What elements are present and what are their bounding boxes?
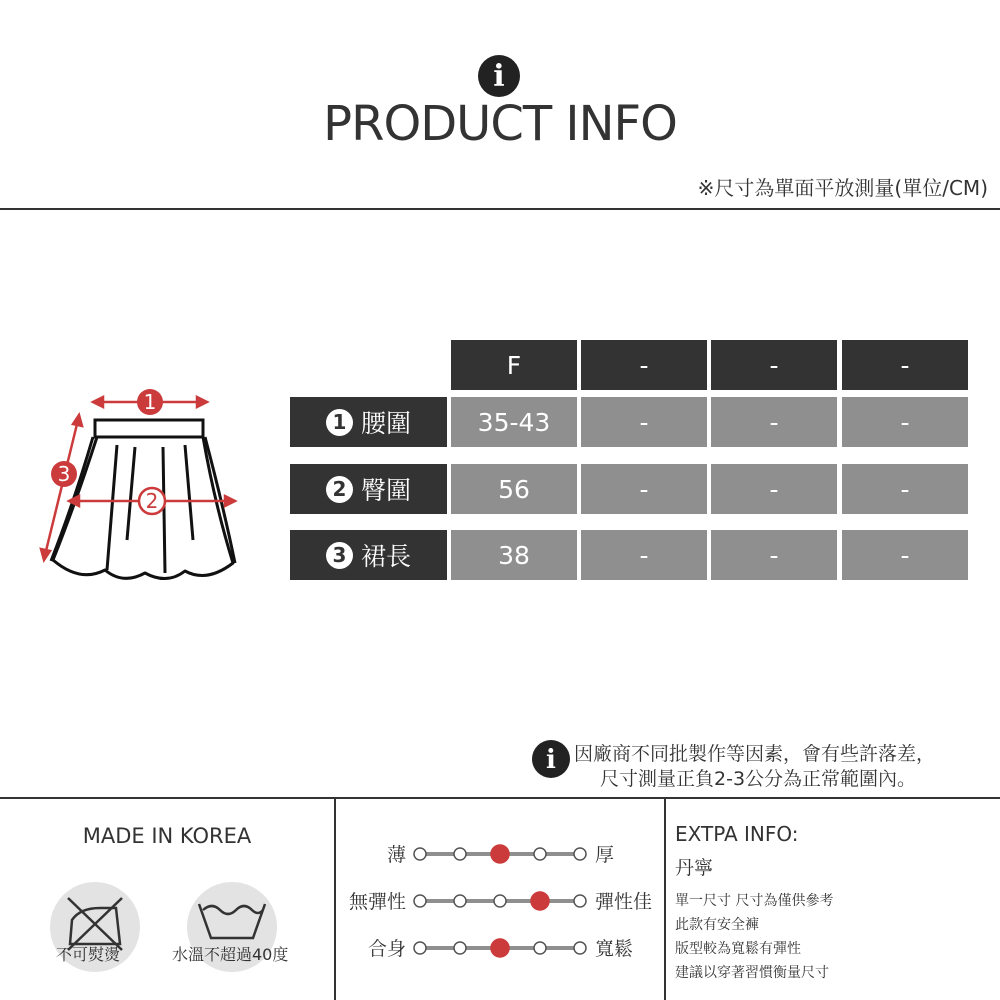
scale-left-no-stretch: 無彈性	[348, 891, 406, 913]
table-cell: -	[842, 530, 968, 580]
table-cell: -	[711, 464, 837, 514]
scale-step	[574, 848, 586, 860]
table-cell: -	[842, 397, 968, 447]
scale-step	[414, 895, 426, 907]
row-label-length	[290, 530, 447, 580]
row-label-hip	[290, 464, 447, 514]
svg-text:2: 2	[145, 489, 159, 513]
extra-info-line: 版型較為寬鬆有彈性	[675, 941, 801, 957]
waistband	[95, 420, 203, 437]
scale-marker-active	[491, 939, 509, 957]
scale-right-stretchy: 彈性佳	[595, 891, 653, 913]
skirt-diagram	[35, 375, 250, 590]
scale-right-loose: 寬鬆	[595, 938, 634, 960]
scale-step	[574, 942, 586, 954]
row-label-text: 臀圍	[360, 476, 411, 505]
row-label-text: 腰圍	[360, 409, 411, 438]
row-number: 1	[326, 409, 353, 436]
disclaimer-line-1: 因廠商不同批製作等因素，會有些許落差，	[574, 743, 936, 765]
extra-info-material: 丹寧	[675, 857, 714, 879]
table-cell: -	[842, 464, 968, 514]
scale-step	[414, 848, 426, 860]
row-number: 3	[326, 542, 353, 569]
row-label-text: 裙長	[360, 542, 411, 571]
scale-step	[454, 895, 466, 907]
table-cell: -	[711, 397, 837, 447]
scale-left-fitted: 合身	[367, 938, 406, 960]
row-number: 2	[326, 476, 353, 503]
row-label-waist	[290, 397, 447, 447]
marker-1	[137, 389, 163, 415]
thickness-scale	[410, 842, 590, 866]
scale-step	[414, 942, 426, 954]
extra-info-line: 單一尺寸 尺寸為僅供參考	[675, 893, 834, 909]
table-cell: 56	[451, 464, 577, 514]
size-header-2: -	[581, 340, 707, 390]
marker-2	[139, 488, 165, 514]
scale-marker-active	[531, 892, 549, 910]
table-cell: -	[711, 530, 837, 580]
size-header-f: F	[451, 340, 577, 390]
scale-left-thin: 薄	[386, 844, 406, 866]
table-cell: -	[581, 397, 707, 447]
scale-step	[454, 848, 466, 860]
table-cell: 35-43	[451, 397, 577, 447]
extra-info-line: 建議以穿著習慣衡量尺寸	[675, 965, 829, 981]
header-divider	[0, 208, 1000, 210]
scale-step	[534, 848, 546, 860]
table-cell: -	[581, 530, 707, 580]
care-label-wash: 水溫不超過40度	[172, 945, 289, 964]
disclaimer-info-icon: i	[532, 740, 570, 778]
extra-info-line: 此款有安全褲	[675, 917, 759, 933]
scale-step	[534, 942, 546, 954]
table-cell: 38	[451, 530, 577, 580]
marker-3	[51, 461, 77, 487]
scale-marker-active	[491, 845, 509, 863]
page-title: PRODUCT INFO	[323, 96, 677, 152]
scale-step	[494, 895, 506, 907]
table-cell: -	[581, 464, 707, 514]
extra-info-title: EXTPA INFO:	[675, 822, 799, 846]
footer-divider	[0, 797, 1000, 799]
stretch-scale	[410, 889, 590, 913]
column-divider	[664, 798, 666, 1000]
scale-right-thick: 厚	[595, 844, 615, 866]
measurement-note: ※尺寸為單面平放測量(單位/CM)	[697, 176, 988, 200]
svg-text:1: 1	[143, 390, 157, 414]
size-header-4: -	[842, 340, 968, 390]
scale-step	[574, 895, 586, 907]
info-icon: i	[478, 55, 520, 97]
size-header-3: -	[711, 340, 837, 390]
fit-scale	[410, 936, 590, 960]
disclaimer-line-2: 尺寸測量正負2-3公分為正常範圍內。	[600, 768, 917, 790]
care-label-no-iron: 不可熨燙	[56, 945, 121, 964]
scale-step	[454, 942, 466, 954]
made-in-label: MADE IN KOREA	[82, 824, 252, 848]
svg-text:3: 3	[57, 462, 71, 486]
